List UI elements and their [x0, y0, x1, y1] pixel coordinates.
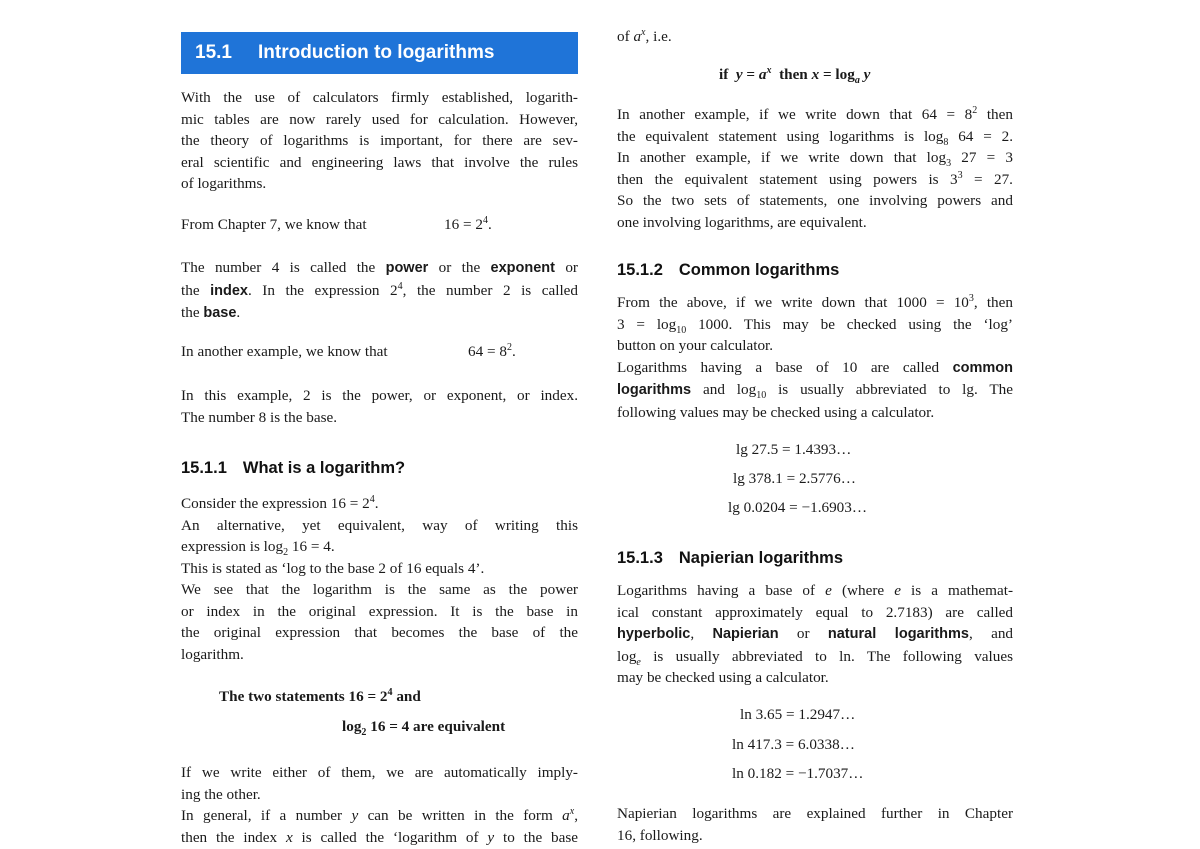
subsection-number: 15.1.3 [617, 549, 663, 567]
subsection-title: Common logarithms [678, 261, 840, 279]
another-equation [468, 343, 516, 361]
text-line [181, 827, 578, 849]
section-title: Introduction to logarithms [257, 42, 495, 63]
text-line: Napierian logarithms are explained further in Chapter [617, 805, 1013, 822]
text-line: or index in the original expression. It is the base in [181, 602, 578, 620]
text-run: if [719, 66, 729, 83]
text-line: An alternative, yet equivalent, way of writing this [181, 516, 578, 534]
subscript: a [854, 75, 860, 87]
text-run: or the [428, 259, 491, 276]
text-run: , [690, 625, 713, 642]
another-example-line [181, 341, 516, 361]
text-line [617, 623, 1013, 646]
text-line: ical constant approximately equal to 2.7183) are called [617, 603, 1013, 621]
of-a-line [617, 28, 672, 46]
text-run: then the index [181, 828, 286, 846]
section-heading [181, 32, 578, 74]
text-line: eral scientific and engineering laws that involve the rules [181, 153, 578, 171]
exponent: 3 [968, 292, 974, 304]
text-run: log [342, 718, 362, 735]
text-run: Logarithms having a base of 10 are called [617, 358, 953, 376]
text-line: 16, following. [617, 826, 703, 844]
chapter7-text: From Chapter 7, we know that [181, 216, 367, 233]
text-run: the [181, 281, 211, 299]
text-line [181, 493, 578, 515]
variable: a [562, 807, 570, 824]
term-logarithms: logarithms [617, 382, 692, 398]
text-run: The two statements 16 = 2 [219, 688, 388, 705]
intro-paragraph [181, 87, 578, 195]
text-run: = [742, 66, 759, 83]
text-line [617, 169, 1013, 191]
text-run: Logarithms having a base of [617, 582, 826, 599]
ln-value-2: ln 417.3 = 6.0338… [732, 736, 855, 753]
napierian-paragraph [617, 580, 1013, 689]
bold-statement-line1 [219, 688, 421, 706]
text-line [617, 126, 1013, 148]
text-line [181, 536, 578, 558]
text-line [181, 805, 578, 827]
text-run: 16 = 4. [288, 538, 335, 555]
variable: x [811, 66, 820, 83]
text-run: then the equivalent statement using powers is 3 [617, 170, 958, 188]
term-index: index [210, 282, 248, 299]
another-text: In another example, we know that [181, 343, 388, 360]
text-run: . [236, 304, 241, 321]
eq-base: 16 = 2 [444, 216, 483, 233]
text-line [617, 580, 1013, 602]
term-exponent: exponent [490, 260, 555, 276]
variable: a [633, 28, 642, 45]
eq-base: 64 = 8 [468, 343, 507, 360]
text-run: , and [968, 625, 1014, 642]
text-line: We see that the logarithm is the same as the power [181, 581, 578, 598]
text-line [617, 104, 1013, 126]
final-paragraph [617, 803, 1013, 846]
text-run: 64 = 2. [948, 127, 1013, 145]
exponent: 3 [957, 169, 963, 181]
subscript: 2 [283, 547, 289, 559]
chapter7-line [181, 214, 492, 234]
text-run: is usually abbreviated to lg. The [766, 381, 1013, 398]
variable: x [285, 828, 293, 846]
text-run: expression is log [181, 538, 284, 555]
subsection-heading-3 [617, 549, 843, 568]
variable: y [487, 828, 495, 846]
term-natural-logarithms: natural logarithms [827, 626, 969, 642]
common-log-paragraph [617, 292, 1013, 423]
text-line [617, 314, 1013, 336]
text-line [181, 302, 578, 325]
exponent: 4 [369, 493, 375, 505]
subsection-title: Napierian logarithms [678, 549, 843, 567]
subscript: e [636, 656, 641, 668]
text-line: ing the other. [181, 785, 261, 803]
text-line: the theory of logarithms is important, for there are sev- [181, 132, 578, 149]
subscript: 3 [946, 158, 952, 170]
chapter7-equation: $16 = 2^4$. [444, 214, 492, 233]
lg-value-1: lg 27.5 = 1.4393… [736, 441, 852, 458]
text-run: 16 = 4 are equivalent [366, 718, 506, 735]
text-run: is a mathemat- [900, 582, 1013, 599]
text-line [617, 646, 1013, 668]
exponent: x [766, 64, 772, 76]
text-line: logarithm. [181, 645, 244, 663]
exponent: x [641, 26, 646, 38]
exponent: 4 [387, 686, 393, 698]
text-run: 1000. This may be checked using the ‘log’ [686, 315, 1013, 333]
text-line: This is stated as ‘log to the base 2 of 16 equals 4’. [181, 559, 485, 577]
text-run: In general, if a number [181, 807, 352, 824]
subscript: 10 [676, 324, 687, 336]
text-run: , then [973, 294, 1013, 311]
variable: e [825, 582, 832, 599]
text-run: and [392, 688, 421, 705]
variable: y [735, 66, 743, 83]
another-example-paragraph [617, 104, 1013, 233]
text-run: The number 4 is called the [181, 259, 386, 276]
subscript: 2 [361, 727, 367, 739]
section-number: 15.1 [195, 42, 232, 63]
exponent: 4 [397, 280, 403, 292]
text-run: = 27. [962, 170, 1013, 188]
eq-exponent: 2 [506, 341, 512, 353]
subsection-heading-2 [617, 261, 839, 280]
text-run: or [778, 625, 828, 642]
subsection-heading-1 [181, 459, 405, 478]
lg-value-2: lg 378.1 = 2.5776… [733, 470, 856, 487]
variable: y [351, 807, 359, 824]
power-paragraph [181, 257, 578, 325]
text-line: button on your calculator. [617, 337, 774, 354]
text-run: (where [831, 582, 895, 599]
subsection-number: 15.1.1 [181, 459, 227, 477]
text-line: The number 8 is the base. [181, 408, 338, 426]
text-run: Consider the expression 16 = 2 [181, 495, 370, 512]
subscript: 10 [756, 390, 767, 402]
text-run: or [554, 259, 578, 276]
text-run: is usually abbreviated to ln. The following values [640, 647, 1013, 665]
text-run: the equivalent statement using logarithms is log [617, 127, 944, 145]
text-run: In another example, if we write down that log [617, 149, 947, 166]
subscript: 8 [943, 136, 949, 148]
text-run: . In the expression 2 [247, 281, 398, 299]
subsection-title: What is a logarithm? [242, 459, 406, 477]
text-run: to the base [494, 828, 579, 846]
term-hyperbolic: hyperbolic [617, 626, 691, 642]
text-line: one involving logarithms, are equivalent. [617, 213, 867, 231]
text-line [617, 357, 1013, 380]
if-then-definition [719, 64, 871, 87]
ln-value-3: ln 0.182 = −1.7037… [732, 765, 864, 782]
text-run: the [181, 304, 204, 321]
text-run: then [775, 66, 812, 83]
text-line [617, 147, 1013, 169]
text-line: With the use of calculators firmly established, logarith- [181, 89, 578, 106]
text-run: can be written in the form [358, 807, 563, 824]
text-line: So the two sets of statements, one involving powers and [617, 192, 1013, 209]
variable: y [859, 66, 871, 83]
example-paragraph [181, 385, 578, 428]
text-run: . [374, 495, 379, 512]
exponent: x [569, 805, 575, 817]
text-run: From the above, if we write down that 1000 = 10 [617, 294, 969, 311]
text-run: then [977, 106, 1013, 123]
bold-statement-line2 [342, 718, 506, 739]
subsection-number: 15.1.2 [617, 261, 663, 279]
text-run: = log [819, 66, 855, 83]
term-napierian: Napierian [712, 626, 779, 642]
text-run: of [617, 28, 634, 45]
text-line [181, 257, 578, 280]
text-run: log [617, 647, 637, 665]
ln-value-1: ln 3.65 = 1.2947… [740, 706, 856, 723]
text-line: In this example, 2 is the power, or exponent, or index. [181, 387, 578, 404]
text-run: and log [691, 381, 757, 398]
text-run: is called the ‘logarithm of [292, 828, 488, 846]
variable: e [894, 582, 901, 599]
term-base: base [203, 305, 237, 321]
text-run: , i.e. [645, 28, 672, 45]
text-run: , [574, 807, 578, 824]
what-is-paragraph [181, 493, 578, 665]
text-run: 3 = log [617, 315, 677, 333]
text-line: the original expression that becomes the base of the [181, 624, 578, 641]
text-line [617, 292, 1013, 314]
lg-value-3: lg 0.0204 = −1.6903… [728, 499, 868, 516]
text-line: may be checked using a calculator. [617, 669, 829, 686]
text-line: following values may be checked using a calculator. [617, 403, 935, 421]
term-common: common [952, 359, 1013, 376]
text-line: If we write either of them, we are automatically imply- [181, 764, 578, 781]
text-run: , the number 2 is called [402, 281, 578, 299]
eq-exponent: 4 [482, 214, 488, 226]
text-run: 27 = 3 [951, 149, 1013, 166]
text-run: . [511, 343, 516, 360]
text-line [181, 280, 578, 303]
general-paragraph [181, 762, 578, 848]
variable: a [758, 66, 767, 83]
text-line: of logarithms. [181, 175, 267, 192]
term-power: power [385, 260, 429, 276]
text-line: mic tables are now rarely used for calculation. However, [181, 110, 578, 128]
text-run: In another example, if we write down that 64 = 8 [617, 106, 973, 123]
text-line [617, 379, 1013, 402]
exponent: 2 [972, 104, 978, 116]
